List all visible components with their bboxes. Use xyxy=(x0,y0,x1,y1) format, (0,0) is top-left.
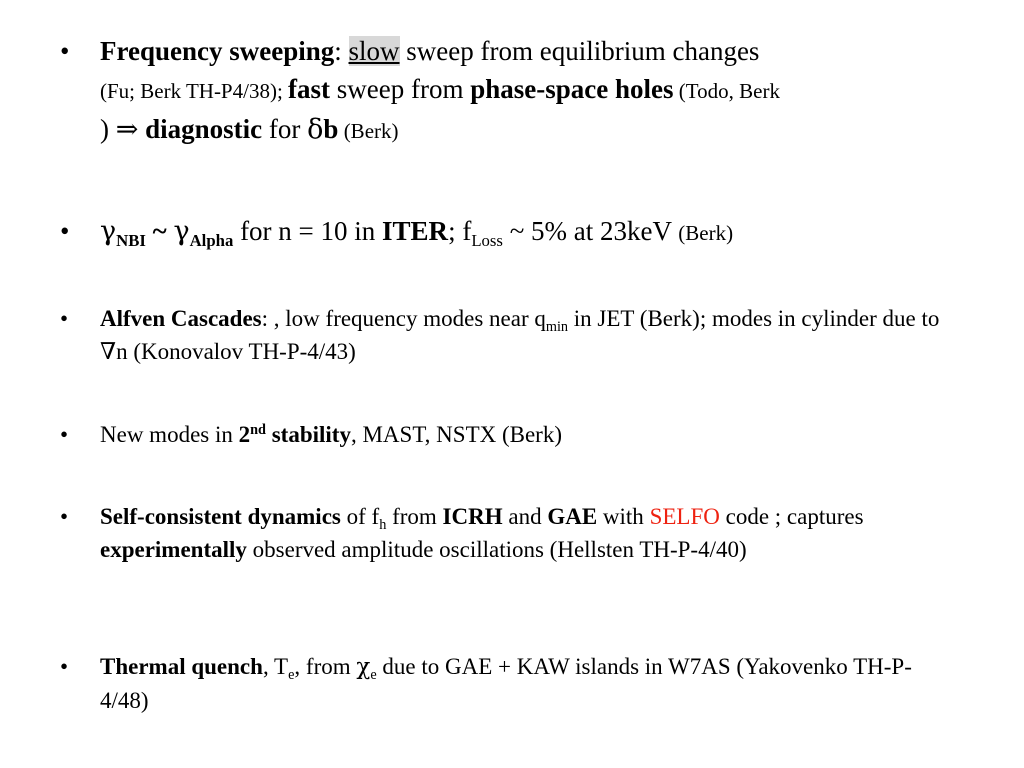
text-run: ; f xyxy=(448,216,472,246)
bullet-text xyxy=(100,418,960,451)
delta-symbol: δ xyxy=(307,114,324,145)
subscript: min xyxy=(545,318,569,335)
gamma-symbol: γ xyxy=(173,216,190,247)
selfo-code-name: SELFO xyxy=(649,504,720,529)
text-run: , from xyxy=(294,654,357,679)
gamma-symbol: γ xyxy=(100,216,117,247)
emphasis: stability xyxy=(271,422,351,447)
superscript: nd xyxy=(250,422,266,439)
reference: (Berk) xyxy=(338,119,399,143)
slow-highlight: slow xyxy=(348,36,400,66)
emphasis: b xyxy=(323,114,339,144)
bullet-icon: • xyxy=(60,306,69,331)
bullet-icon: • xyxy=(60,36,70,66)
chi-symbol: χ xyxy=(356,654,371,680)
emphasis: phase-space holes xyxy=(470,74,674,104)
text-run: due to GAE + KAW islands in W7AS (Yakovenko TH-P-4/48) xyxy=(100,654,912,713)
subscript: h xyxy=(379,516,387,533)
text-run: ) xyxy=(100,114,116,144)
bullet-icon: • xyxy=(60,504,69,529)
text-run: , MAST, NSTX (Berk) xyxy=(350,422,563,447)
text-run: , T xyxy=(262,654,289,679)
bullet-text xyxy=(100,32,960,150)
bullet-icon: • xyxy=(60,654,69,679)
text-run: sweep from xyxy=(330,74,471,104)
emphasis: diagnostic xyxy=(145,114,263,144)
subscript: NBI xyxy=(116,230,146,250)
bullet-icon: • xyxy=(60,422,69,447)
text-run: New modes in xyxy=(100,422,239,447)
text-run: for n = 10 in xyxy=(233,216,383,246)
text-run: n (Konovalov TH-P-4/43) xyxy=(116,339,356,364)
text-run: : , low frequency modes near q xyxy=(261,306,546,331)
text-run: with xyxy=(597,504,650,529)
bullet-text xyxy=(100,500,960,566)
text-run: sweep from equilibrium changes xyxy=(399,36,760,66)
text-run: observed amplitude oscillations (Hellsten TH-P-4/40) xyxy=(246,537,747,562)
text-run: : xyxy=(334,36,349,66)
text-run: for xyxy=(262,114,308,144)
text-run: from xyxy=(386,504,443,529)
text-run: ~ xyxy=(145,216,174,246)
subscript: Loss xyxy=(471,230,503,250)
term: Thermal quench xyxy=(100,654,263,679)
bullet-icon: • xyxy=(60,216,70,246)
term: Alfven Cascades xyxy=(100,306,262,331)
subscript: e xyxy=(288,666,295,683)
emphasis: 2 xyxy=(238,422,251,447)
emphasis: experimentally xyxy=(100,537,247,562)
reference: (Berk) xyxy=(678,221,734,245)
emphasis: fast xyxy=(288,74,331,104)
term: Frequency sweeping xyxy=(100,36,335,66)
text-run: of f xyxy=(340,504,380,529)
text-run: in JET (Berk); modes in cylinder due to xyxy=(568,306,940,331)
text-run: and xyxy=(502,504,548,529)
text-run: ~ 5% at 23keV xyxy=(502,216,679,246)
emphasis: ITER xyxy=(382,216,449,246)
reference: (Fu; Berk TH-P4/38); xyxy=(100,79,289,103)
bullet-text xyxy=(100,650,960,717)
subscript: e xyxy=(370,666,377,683)
emphasis: GAE xyxy=(547,504,598,529)
implies-arrow-icon: ⇒ xyxy=(115,114,139,145)
emphasis: ICRH xyxy=(442,504,503,529)
text-run: code ; captures xyxy=(719,504,864,529)
term: Self-consistent dynamics xyxy=(100,504,341,529)
reference: (Todo, Berk xyxy=(673,79,780,103)
subscript: Alpha xyxy=(189,230,234,250)
bullet-text xyxy=(100,212,960,252)
nabla-symbol: ∇ xyxy=(100,339,117,365)
bullet-text xyxy=(100,302,960,369)
